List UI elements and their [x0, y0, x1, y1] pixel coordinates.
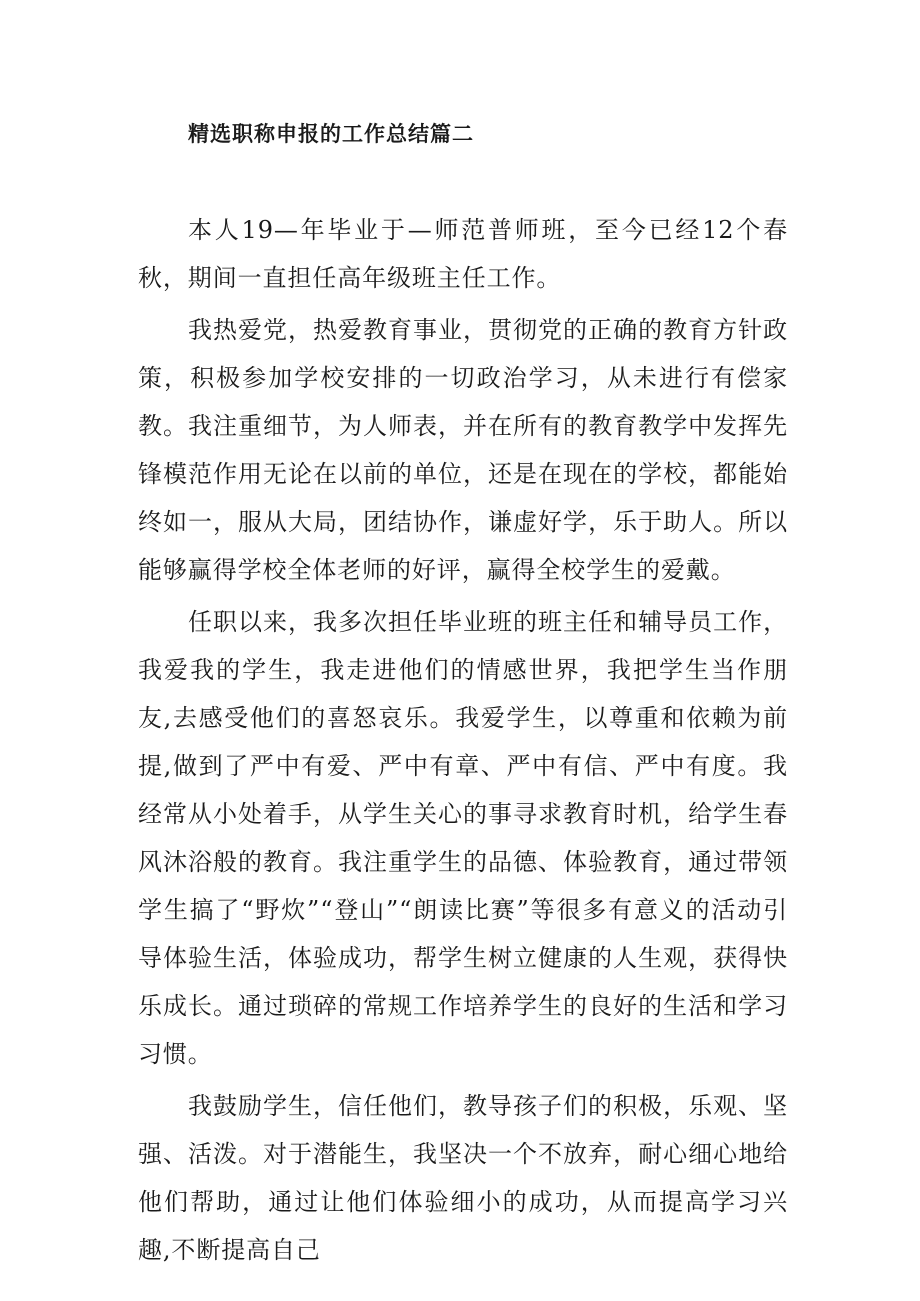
paragraph-political: 我热爱党，热爱教育事业，贯彻党的正确的教育方针政策，积极参加学校安排的一切政治学习，从未进行有偿家教。我注重细节，为人师表，并在所有的教育教学中发挥先锋模范作用无论在以前的单位，还是在现在的学校，都能始终如一，服从大局，团结协作，谦虚好学，乐于助人。所以能够赢得学校全体老师的好评，赢得全校学生的爱戴。: [138, 316, 788, 584]
document-body: [138, 206, 788, 1274]
paragraph-intro: 本人19—年毕业于—师范普师班，至今已经12个春秋，期间一直担任高年级班主任工作。: [138, 216, 788, 292]
document-title: 精选职称申报的工作总结篇二: [188, 121, 474, 146]
paragraph-encouragement: 我鼓励学生，信任他们，教导孩子们的积极，乐观、坚强、活泼。对于潜能生，我坚决一个不放弃，耐心细心地给他们帮助，通过让他们体验细小的成功，从而提高学习兴趣,不断提高自己: [138, 1092, 788, 1264]
paragraph-class-teacher: 任职以来，我多次担任毕业班的班主任和辅导员工作，我爱我的学生，我走进他们的情感世界，我把学生当作朋友,去感受他们的喜怒哀乐。我爱学生，以尊重和依赖为前提,做到了严中有爱、严中有章、严中有信、严中有度。我经常从小处着手，从学生关心的事寻求教育时机，给学生春风沐浴般的教育。我注重学生的品德、体验教育，通过带领学生搞了“野炊”“登山”“朗读比赛”等很多有意义的活动引导体验生活，体验成功，帮学生树立健康的人生观，获得快乐成长。通过琐碎的常规工作培养学生的良好的生活和学习习惯。: [138, 608, 788, 1068]
